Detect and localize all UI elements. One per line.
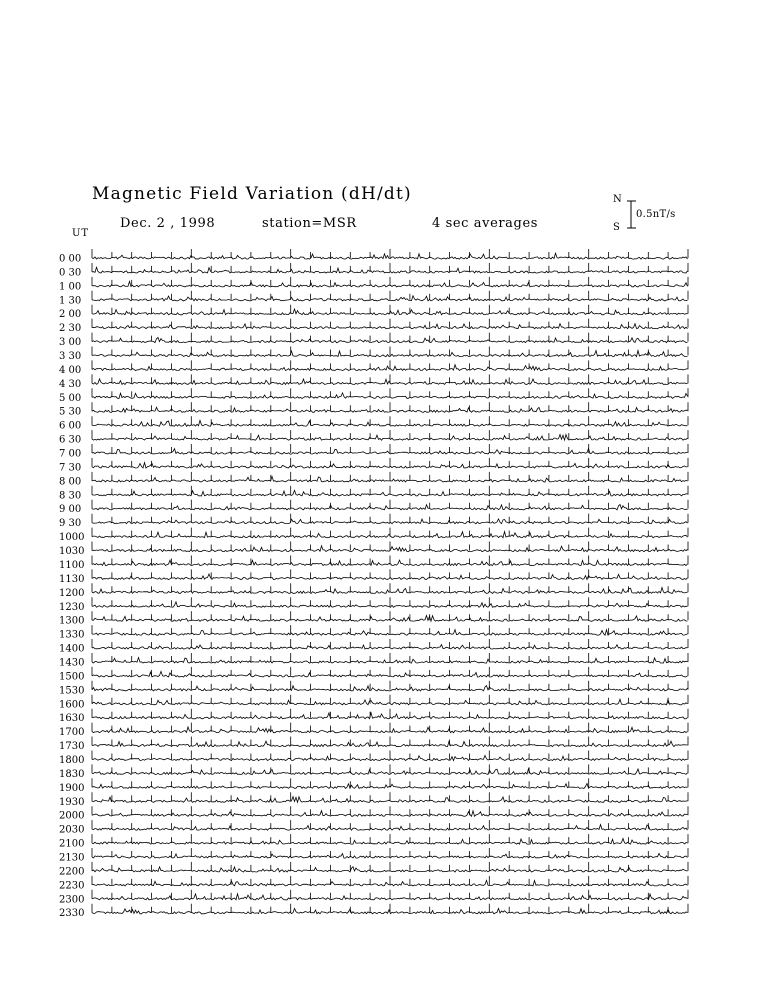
row-time-label: 3 30 xyxy=(59,351,82,363)
trace-row xyxy=(59,653,688,668)
trace-row xyxy=(59,319,688,335)
row-time-label: 1530 xyxy=(59,685,85,697)
row-time-label: 2 30 xyxy=(59,323,82,335)
row-time-label: 7 30 xyxy=(59,462,82,474)
row-time-label: 1000 xyxy=(59,532,85,544)
trace-row xyxy=(59,277,688,292)
trace-row xyxy=(59,402,688,418)
row-time-label: 8 30 xyxy=(59,490,82,502)
row-time-label: 1 30 xyxy=(59,295,82,307)
row-time-label: 5 30 xyxy=(59,406,82,418)
trace-row xyxy=(59,263,688,279)
row-time-label: 1900 xyxy=(59,782,85,794)
row-time-label: 4 30 xyxy=(59,378,82,390)
trace-row xyxy=(59,723,688,739)
row-time-label: 1600 xyxy=(59,699,85,711)
trace-row xyxy=(59,709,688,724)
row-time-label: 2100 xyxy=(59,838,85,850)
trace-row xyxy=(59,528,688,544)
row-time-label: 1930 xyxy=(59,796,85,808)
trace-row xyxy=(59,611,688,626)
trace-row xyxy=(59,542,688,558)
trace-row xyxy=(59,625,688,641)
trace-row xyxy=(59,444,688,460)
row-time-label: 1630 xyxy=(59,713,85,725)
trace-row xyxy=(59,806,688,822)
row-time-label: 1230 xyxy=(59,601,85,613)
row-time-label: 9 00 xyxy=(59,504,82,516)
time-axis-label: UT xyxy=(72,228,90,239)
row-time-label: 1 00 xyxy=(59,281,82,293)
row-time-label: 1500 xyxy=(59,671,85,683)
trace-row xyxy=(59,472,688,487)
trace-row xyxy=(59,764,688,780)
row-time-label: 1330 xyxy=(59,629,85,641)
trace-row xyxy=(59,347,688,363)
row-time-label: 1700 xyxy=(59,727,85,739)
row-time-label: 2230 xyxy=(59,880,85,892)
trace-row xyxy=(59,751,688,766)
trace-row xyxy=(59,904,688,920)
row-time-label: 6 00 xyxy=(59,420,82,432)
row-time-label: 2030 xyxy=(59,824,85,836)
row-time-label: 5 00 xyxy=(59,392,82,404)
row-time-label: 2200 xyxy=(59,866,85,878)
row-time-label: 2300 xyxy=(59,894,85,906)
averaging-label: 4 sec averages xyxy=(432,216,539,231)
row-time-label: 3 00 xyxy=(59,337,82,349)
row-time-label: 8 00 xyxy=(59,476,82,488)
trace-row xyxy=(59,639,688,655)
row-time-label: 2 00 xyxy=(59,309,82,321)
trace-rows xyxy=(59,249,688,919)
trace-row xyxy=(59,500,688,516)
trace-row xyxy=(59,569,688,584)
trace-row xyxy=(59,737,688,753)
trace-row xyxy=(59,416,688,431)
trace-row xyxy=(59,430,688,445)
row-time-label: 0 30 xyxy=(59,267,82,279)
chart-title: Magnetic Field Variation (dH/dt) xyxy=(92,184,412,204)
station-label: station=MSR xyxy=(262,216,357,231)
row-time-label: 2000 xyxy=(59,810,85,822)
trace-row xyxy=(59,792,688,807)
row-time-label: 1130 xyxy=(59,573,85,585)
date-label: Dec. 2 , 1998 xyxy=(120,216,216,231)
row-time-label: 2330 xyxy=(59,908,85,920)
scale-value-label: 0.5nT/s xyxy=(636,209,676,220)
trace-row xyxy=(59,249,688,265)
trace-row xyxy=(59,695,688,710)
row-time-label: 1400 xyxy=(59,643,85,655)
trace-row xyxy=(59,388,688,404)
row-time-label: 1200 xyxy=(59,587,85,599)
trace-row xyxy=(59,848,688,863)
trace-row xyxy=(59,291,688,306)
row-time-label: 1430 xyxy=(59,657,85,669)
row-time-label: 1300 xyxy=(59,615,85,627)
row-time-label: 1800 xyxy=(59,754,85,766)
row-time-label: 1830 xyxy=(59,768,85,780)
scale-north-label: N xyxy=(613,194,622,205)
trace-row xyxy=(59,333,688,348)
row-time-label: 1730 xyxy=(59,741,85,753)
trace-row xyxy=(59,820,688,836)
trace-row xyxy=(59,597,688,612)
row-time-label: 1100 xyxy=(59,559,85,571)
trace-row xyxy=(59,681,688,697)
row-time-label: 4 00 xyxy=(59,364,82,376)
trace-row xyxy=(59,890,688,905)
row-time-label: 2130 xyxy=(59,852,85,864)
trace-row xyxy=(59,360,688,376)
trace-row xyxy=(59,667,688,683)
row-time-label: 1030 xyxy=(59,546,85,558)
row-time-label: 7 00 xyxy=(59,448,82,460)
scale-bar xyxy=(627,201,636,228)
trace-row xyxy=(59,514,688,529)
trace-row xyxy=(59,374,688,389)
row-time-label: 6 30 xyxy=(59,434,82,446)
trace-row xyxy=(59,876,688,891)
trace-row xyxy=(59,305,688,321)
trace-row xyxy=(59,583,688,599)
row-time-label: 9 30 xyxy=(59,518,82,530)
scale-south-label: S xyxy=(613,222,620,233)
trace-row xyxy=(59,862,688,878)
trace-row xyxy=(59,778,688,794)
trace-row xyxy=(59,834,688,849)
trace-row xyxy=(59,458,688,474)
row-time-label: 0 00 xyxy=(59,253,82,265)
trace-row xyxy=(59,556,688,571)
trace-row xyxy=(59,486,688,502)
